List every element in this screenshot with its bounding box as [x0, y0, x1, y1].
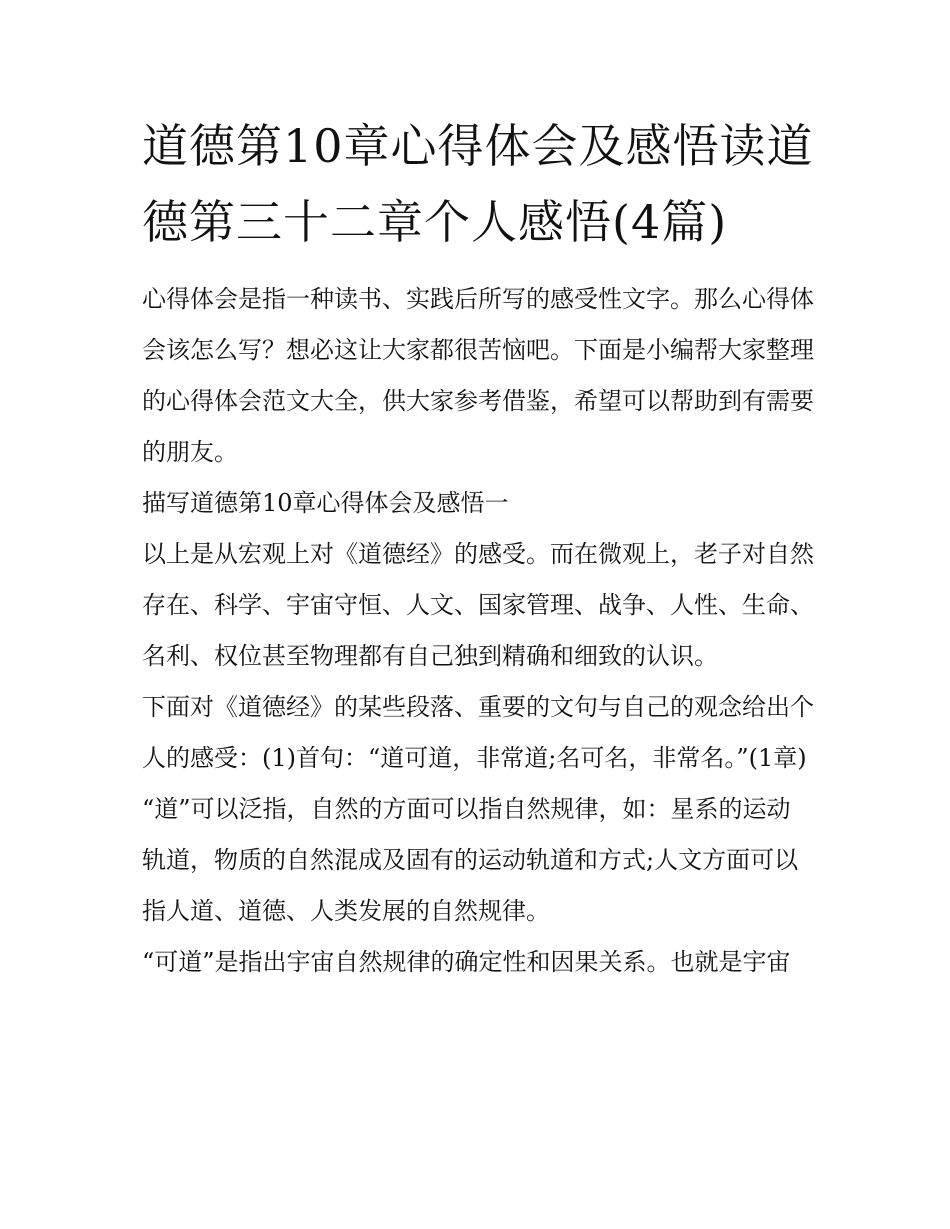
document-page [142, 108, 814, 988]
intro-paragraph: 心得体会是指一种读书、实践后所写的感受性文字。那么心得体会该怎么写？想必这让大家都很苦恼吧。下面是小编帮大家整理的心得体会范文大全，供大家参考借鉴，希望可以帮助到有需要的朋友。 [142, 285, 814, 466]
body-paragraph: 下面对《道德经》的某些段落、重要的文句与自己的观念给出个人的感受：(1)首句：“道可道，非常道;名可名，非常名。”(1章) [142, 693, 814, 772]
section-heading: 描写道德第10章心得体会及感悟一 [142, 489, 509, 517]
body-paragraph: “道”可以泛指，自然的方面可以指自然规律，如：星系的运动轨道，物质的自然混成及固有的运动轨道和方式;人文方面可以指人道、道德、人类发展的自然规律。 [142, 795, 799, 925]
document-title: 道德第10章心得体会及感悟读道德第三十二章个人感悟(4篇) [142, 119, 814, 249]
body-paragraph: 以上是从宏观上对《道德经》的感受。而在微观上，老子对自然存在、科学、宇宙守恒、人文、国家管理、战争、人性、生命、名利、权位甚至物理都有自己独到精确和细致的认识。 [142, 540, 814, 670]
body-paragraph: “可道”是指出宇宙自然规律的确定性和因果关系。也就是宇宙 [142, 948, 791, 976]
